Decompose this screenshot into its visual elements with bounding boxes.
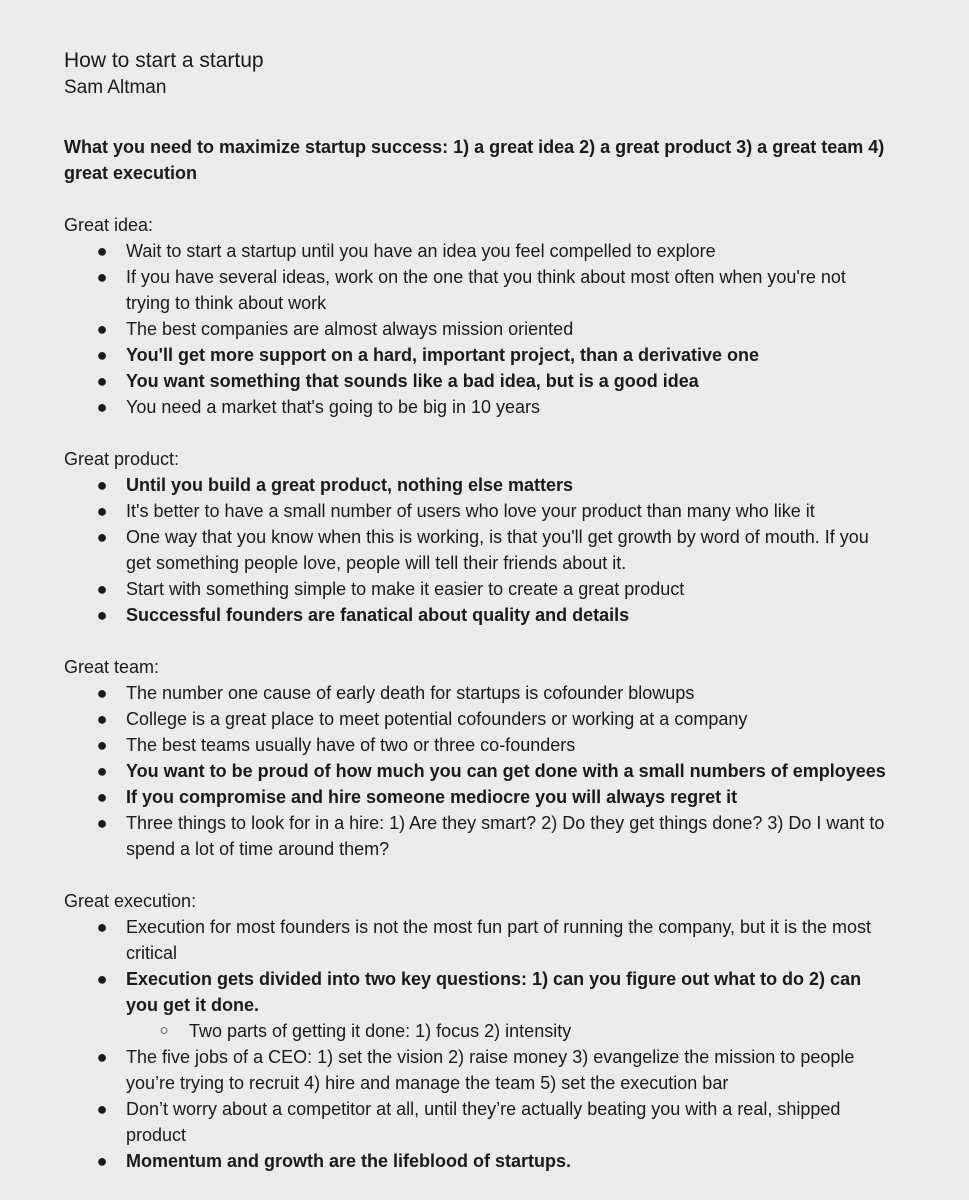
bullet-icon: ●	[96, 319, 108, 339]
bullet-icon: ●	[96, 969, 108, 989]
bullet-list	[64, 472, 894, 628]
list-item-text: The best teams usually have of two or three co-founders	[126, 735, 576, 755]
list-item	[64, 810, 894, 862]
list-item	[64, 602, 894, 628]
list-item-text: If you have several ideas, work on the one that you think about most often when you're not trying to think about work	[126, 267, 846, 313]
document-author: Sam Altman	[64, 77, 167, 98]
list-item	[64, 576, 894, 602]
bullet-icon: ●	[96, 709, 108, 729]
list-item	[64, 1148, 894, 1174]
list-item	[64, 394, 894, 420]
list-item	[64, 264, 894, 316]
bullet-icon: ●	[96, 917, 108, 937]
bullet-icon: ●	[96, 605, 108, 625]
list-item	[64, 680, 894, 706]
intro-paragraph: What you need to maximize startup success: 1) a great idea 2) a great product 3) a great team 4) great execution	[64, 137, 885, 183]
list-item-text: You'll get more support on a hard, important project, than a derivative one	[126, 345, 760, 365]
list-item	[64, 1044, 894, 1096]
sub-bullet-icon: ○	[159, 1022, 169, 1039]
list-item-text: If you compromise and hire someone mediocre you will always regret it	[126, 787, 738, 807]
list-item	[64, 524, 894, 576]
document	[64, 47, 894, 1200]
bullet-icon: ●	[96, 761, 108, 781]
list-item	[64, 732, 894, 758]
list-item-text: Until you build a great product, nothing else matters	[126, 475, 574, 495]
sections-container	[64, 212, 894, 1174]
list-item-text: You want something that sounds like a bad idea, but is a good idea	[126, 371, 699, 391]
section	[64, 212, 894, 420]
list-item-text: Start with something simple to make it easier to create a great product	[126, 579, 685, 599]
section	[64, 446, 894, 628]
bullet-icon: ●	[96, 787, 108, 807]
bullet-icon: ●	[96, 267, 108, 287]
list-item	[64, 342, 894, 368]
list-item-text: Don’t worry about a competitor at all, until they’re actually beating you with a real, shipped product	[126, 1099, 841, 1145]
section-heading: Great idea:	[64, 215, 154, 235]
sub-list-item	[126, 1018, 894, 1044]
list-item-text: The best companies are almost always mission oriented	[126, 319, 574, 339]
list-item	[64, 914, 894, 966]
list-item-text: Three things to look for in a hire: 1) Are they smart? 2) Do they get things done? 3) Do I want to spend a lot of time around them?	[126, 813, 885, 859]
bullet-icon: ●	[96, 1151, 108, 1171]
section	[64, 654, 894, 862]
bullet-icon: ●	[96, 1047, 108, 1067]
section-heading: Great team:	[64, 657, 160, 677]
list-item	[64, 784, 894, 810]
list-item	[64, 706, 894, 732]
list-item	[64, 368, 894, 394]
list-item-text: Execution gets divided into two key questions: 1) can you figure out what to do 2) can you get it done.	[126, 969, 862, 1015]
list-item	[64, 966, 894, 1018]
list-item	[64, 1096, 894, 1148]
list-item	[64, 498, 894, 524]
list-item-text: One way that you know when this is working, is that you'll get growth by word of mouth. If you get something people love, people will tell their friends about it.	[126, 527, 869, 573]
list-item-text: Momentum and growth are the lifeblood of startups.	[126, 1151, 572, 1171]
section	[64, 888, 894, 1174]
list-item-text: The number one cause of early death for startups is cofounder blowups	[126, 683, 695, 703]
list-item-text: Wait to start a startup until you have an idea you feel compelled to explore	[126, 241, 716, 261]
section-heading: Great product:	[64, 449, 180, 469]
bullet-icon: ●	[96, 241, 108, 261]
bullet-list	[64, 914, 894, 1174]
bullet-list	[64, 680, 894, 862]
document-title: How to start a startup	[64, 49, 264, 72]
sub-list-item-text: Two parts of getting it done: 1) focus 2) intensity	[189, 1021, 572, 1041]
sub-list-container	[64, 1018, 894, 1044]
list-item	[64, 472, 894, 498]
bullet-icon: ●	[96, 579, 108, 599]
sub-bullet-list	[126, 1018, 894, 1044]
bullet-list	[64, 238, 894, 420]
bullet-icon: ●	[96, 813, 108, 833]
list-item-text: The five jobs of a CEO: 1) set the vision 2) raise money 3) evangelize the mission to people you’re trying to recruit 4) hire and manage the team 5) set the execution bar	[126, 1047, 855, 1093]
bullet-icon: ●	[96, 475, 108, 495]
bullet-icon: ●	[96, 345, 108, 365]
bullet-icon: ●	[96, 735, 108, 755]
list-item-text: You want to be proud of how much you can get done with a small numbers of employees	[126, 761, 886, 781]
list-item-text: Successful founders are fanatical about quality and details	[126, 605, 630, 625]
list-item-text: You need a market that's going to be big in 10 years	[126, 397, 541, 417]
list-item	[64, 238, 894, 264]
bullet-icon: ●	[96, 527, 108, 547]
bullet-icon: ●	[96, 397, 108, 417]
bullet-icon: ●	[96, 501, 108, 521]
list-item	[64, 758, 894, 784]
list-item-text: College is a great place to meet potential cofounders or working at a company	[126, 709, 748, 729]
bullet-icon: ●	[96, 1099, 108, 1119]
list-item	[64, 316, 894, 342]
section-heading: Great execution:	[64, 891, 197, 911]
bullet-icon: ●	[96, 683, 108, 703]
list-item-text: Execution for most founders is not the most fun part of running the company, but it is the most critical	[126, 917, 872, 963]
bullet-icon: ●	[96, 371, 108, 391]
list-item-text: It's better to have a small number of users who love your product than many who like it	[126, 501, 815, 521]
